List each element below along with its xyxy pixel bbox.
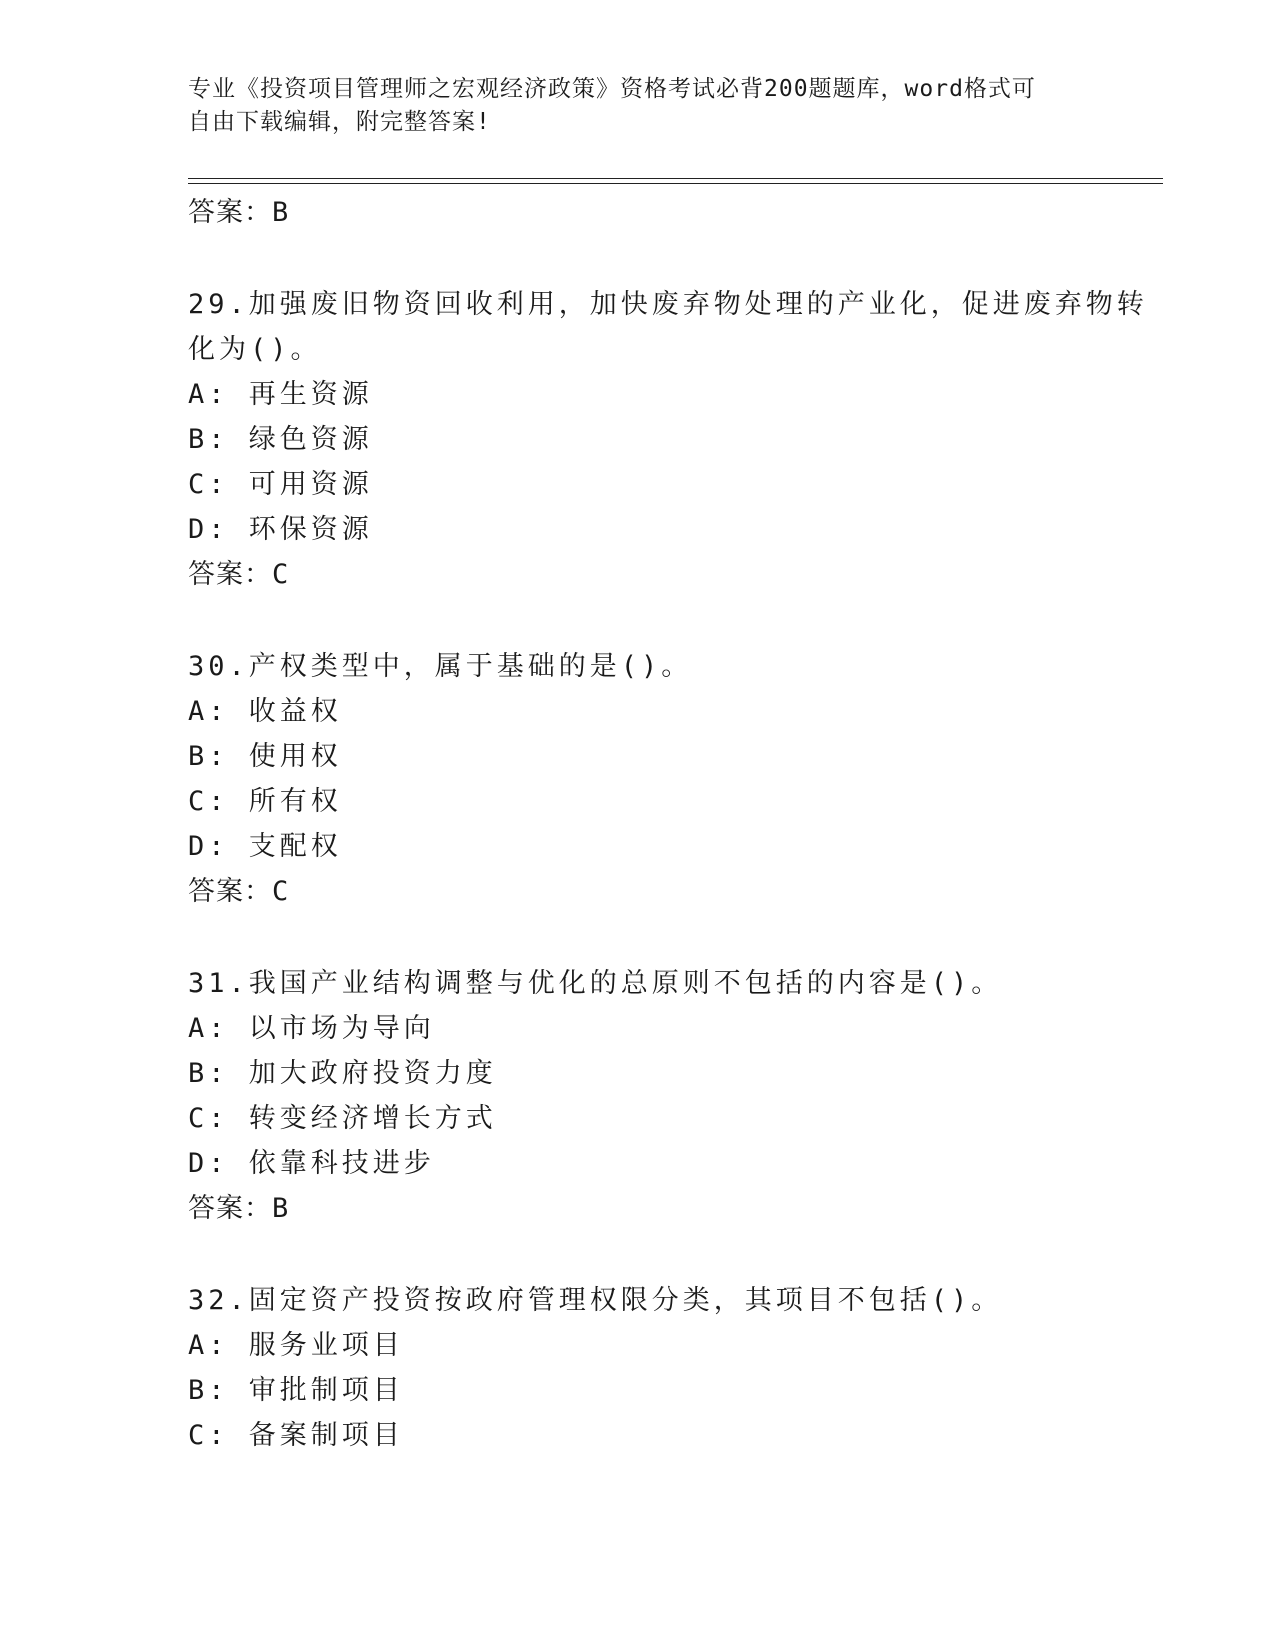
question-31-option-d: D: 依靠科技进步 xyxy=(188,1148,435,1179)
question-31-option-c: C: 转变经济增长方式 xyxy=(188,1103,497,1134)
question-31-answer: 答案：B xyxy=(188,1193,290,1224)
question-29-option-a: A: 再生资源 xyxy=(188,379,373,410)
question-32-option-c: C: 备案制项目 xyxy=(188,1420,404,1451)
question-content xyxy=(188,190,1148,1458)
question-32 xyxy=(188,1278,1088,1458)
previous-answer: 答案：B xyxy=(188,197,290,228)
spacer xyxy=(188,914,1088,961)
question-32-stem: 32.固定资产投资按政府管理权限分类，其项目不包括()。 xyxy=(188,1285,1003,1316)
header-title-line-1: 专业《投资项目管理师之宏观经济政策》资格考试必背200题题库，word格式可 xyxy=(188,76,1036,102)
page-header xyxy=(188,73,1088,139)
question-32-option-b: B: 审批制项目 xyxy=(188,1375,404,1406)
header-divider-bottom xyxy=(188,183,1163,184)
spacer xyxy=(188,235,1088,282)
question-30-option-b: B: 使用权 xyxy=(188,741,342,772)
question-31-option-b: B: 加大政府投资力度 xyxy=(188,1058,497,1089)
question-31 xyxy=(188,961,1088,1231)
question-30-option-d: D: 支配权 xyxy=(188,831,342,862)
question-29-option-d: D: 环保资源 xyxy=(188,514,373,545)
question-29 xyxy=(188,282,1148,597)
question-30-option-a: A: 收益权 xyxy=(188,696,342,727)
question-31-stem: 31.我国产业结构调整与优化的总原则不包括的内容是()。 xyxy=(188,968,1003,999)
question-30-stem: 30.产权类型中，属于基础的是()。 xyxy=(188,651,693,682)
question-29-stem-line-1: 29.加强废旧物资回收利用，加快废弃物处理的产业化，促进废弃物转 xyxy=(188,289,1148,320)
question-29-option-c: C: 可用资源 xyxy=(188,469,373,500)
header-title-line-2: 自由下载编辑，附完整答案! xyxy=(188,109,491,135)
question-29-stem-line-2: 化为()。 xyxy=(188,334,322,365)
question-29-answer: 答案：C xyxy=(188,559,290,590)
header-divider-top xyxy=(188,178,1163,179)
question-30 xyxy=(188,644,1088,914)
question-30-answer: 答案：C xyxy=(188,876,290,907)
question-29-option-b: B: 绿色资源 xyxy=(188,424,373,455)
question-32-option-a: A: 服务业项目 xyxy=(188,1330,404,1361)
question-31-option-a: A: 以市场为导向 xyxy=(188,1013,435,1044)
spacer xyxy=(188,1231,1088,1278)
question-30-option-c: C: 所有权 xyxy=(188,786,342,817)
spacer xyxy=(188,597,1088,644)
